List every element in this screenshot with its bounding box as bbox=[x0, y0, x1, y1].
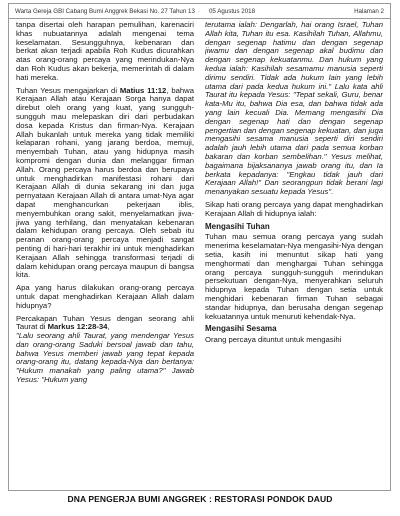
paragraph-matius bbox=[16, 87, 194, 281]
matius-text-b: , bahwa Kerajaan Allah atau Kerajaan Sorga hanya dapat direbut oleh orang yang kuat, yang sungguh-sungguh mau melepaskan diri dari perbudakan dosa kepada Kristus dan firman-Nya. Kerajaan Allah bukanlah untuk mereka yang tidak memiliki kelaparan rohani, yang jarang berdoa, memuji, menyembah Tuhan, atau yang hidupnya masih kompromi dengan dunia dan melanggar firman Allah. Orang percaya harus berdoa dan berupaya untuk menghadirkan manifestasi rohani dari Kerajaan Allah di dunia sekarang ini dan juga pernyataan Kerajaan Allah di antara umat-Nya agar dapat menghancurkan pekerjaan iblis, menyembuhkan orang sakit, menyelamatkan jiwa-jiwa yang terhilang, dan menyatakan kebenaran dalam kehidupan orang percaya. Oleh sebab itu peranan orang-orang percaya menjadi sangat penting di hari-hari terakhir ini untuk menghadirkan Kerajaan Allah sehingga transformasi terjadi di dalam kehidupan orang percaya maupun di bangsa kita. bbox=[16, 85, 194, 280]
left-column bbox=[16, 21, 194, 487]
paragraph-intro: tanpa disertai oleh harapan pemulihan, karenaciri khas nubuatannya adalah mengenai tema keselamatan. Sesungguhnya, kebenaran dan berkat akan terjadi apabila Roh Kudus dicurahkan atas orang-orang percaya yang merindukan-Nya dan Roh Kudus akan bekerja, memerintah di dalam hati mereka. bbox=[16, 21, 194, 82]
matius-text-a: Tuhan Yesus mengajarkan di bbox=[16, 85, 120, 95]
section-title-mengasihi-sesama: Mengasihi Sesama bbox=[205, 324, 277, 334]
matius-reference: Matius 11:12 bbox=[119, 85, 167, 95]
paragraph-question: Apa yang harus dilakukan orang-orang percaya untuk dapat menghadirkan Kerajaan Allah dalam hidupnya? bbox=[16, 283, 194, 310]
markus-reference: Markus 12:28-34 bbox=[47, 322, 108, 332]
page-footer: DNA PENGERJA BUMI ANGGREK : RESTORASI PONDOK DAUD bbox=[67, 494, 333, 504]
header-separator: · bbox=[197, 7, 200, 15]
publication-name: Warta Gereja GBI Cabang Bumi Anggrek Bekasi No. 27 Tahun 13 bbox=[15, 7, 195, 15]
header-date: 05 Agustus 2018 bbox=[208, 7, 256, 15]
markus-text-a: Percakapan Tuhan Yesus dengan seorang ahli Taurat di bbox=[16, 313, 194, 332]
quote-start: "Lalu seorang ahli Taurat, yang mendengar Yesus dan orang-orang Saduki bersoal jawab dan tahu, bahwa Yesus memberi jawab yang tepat kepada orang-orang itu, datang kepada-Nya dan bertanya: "Hukum manakah yang paling utama?" Jawab Yesus: "Hukum yang bbox=[16, 331, 194, 385]
right-column bbox=[205, 21, 383, 487]
section-body-mengasihi-sesama: Orang percaya dituntut untuk mengasihi bbox=[205, 335, 342, 345]
markus-text-b: , bbox=[107, 322, 110, 332]
header-publication bbox=[15, 8, 354, 15]
paragraph-markus bbox=[16, 315, 194, 333]
paragraph-sikap-hati: Sikap hati orang percaya yang dapat menghadirkan Kerajaan Allah di hidupnya ialah: bbox=[205, 199, 383, 218]
page-frame bbox=[8, 3, 391, 491]
section-title-mengasihi-tuhan: Mengasihi Tuhan bbox=[205, 221, 270, 231]
page-header bbox=[9, 4, 390, 19]
quote-continued: terutama ialah: Dengarlah, hai orang Israel, Tuhan Allah kita, Tuhan itu esa. Kasihilah Tuhan, Allahmu, dengan segenap hatimu dan dengan segenap jiwamu dan dengan segenap akal budimu dan dengan segenap kekuatanmu. Dan hukum yang kedua ialah: Kasihilah sesamamu manusia seperti dirimu sendiri. Tidak ada hukum lain yang lebih utama dari pada kedua hukum ini." Lalu kata ahli Taurat itu kepada Yesus: "Tepat sekali, Guru, benar kata-Mu itu, bahwa Dia esa, dan bahwa tidak ada yang lain kecuali Dia. Memang mengasihi Dia dengan segenap hati dan dengan segenap pengertian dan dengan segenap kekuatan, dan juga mengasihi sesama manusia seperti diri sendiri adalah jauh lebih utama dari pada semua korban bakaran dan korban sembelihan." Yesus melihat, bagaimana bijaksananya jawab orang itu, dan Ia berkata kepadanya: "Engkau tidak jauh dari Kerajaan Allah!" Dan seorangpun tidak berani lagi menanyakan sesuatu kepada Yesus". bbox=[205, 21, 383, 197]
header-page-number: Halaman 2 bbox=[354, 7, 384, 15]
article-columns bbox=[16, 21, 383, 487]
section-body-mengasihi-tuhan: Tuhan mau semua orang percaya yang sudah menerima keselamatan-Nya mengasihi-Nya dengan setia, kasih ini menuntut sikap hati yang menghormati dan menghargai Tuhan sehingga orang percaya sungguh-sungguh merindukan persekutuan dengan-Nya, menyerahkan seluruh hidupnya kepada Tuhan dengan setia untuk menghidari kebenaran firman Tuhan sebagai standar hidupnya, dan berusaha dengan segenap kekuatannya untuk menuruti kehendak-Nya. bbox=[205, 232, 383, 321]
